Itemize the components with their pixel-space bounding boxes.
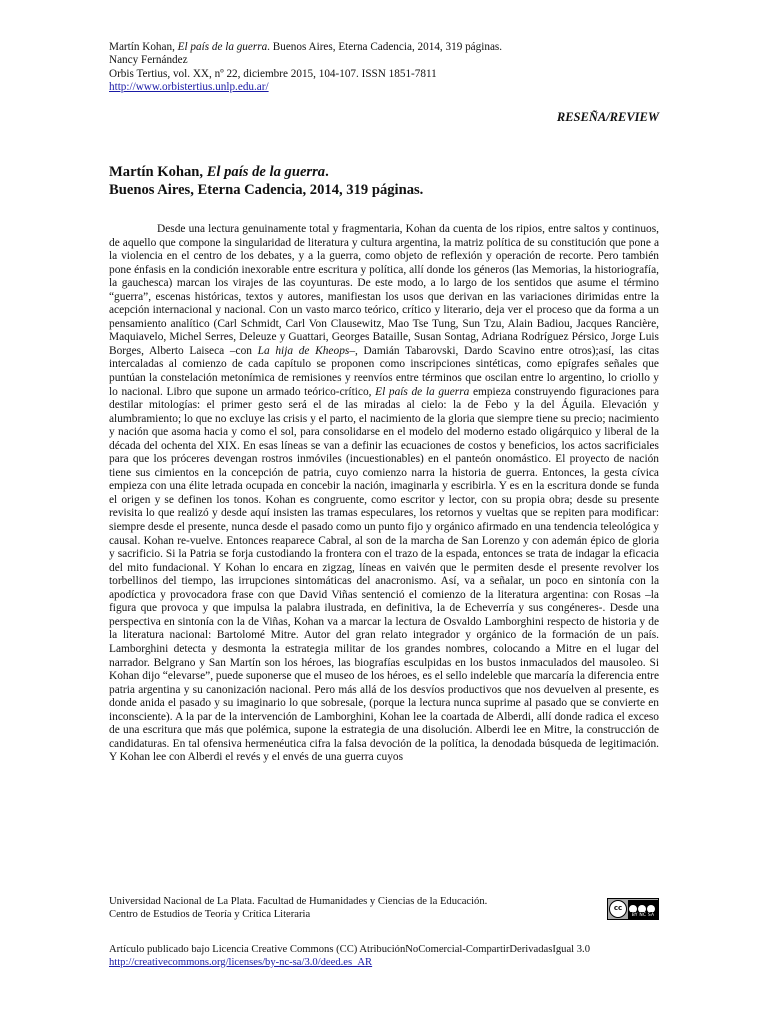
body-segment: Desde una lectura genuinamente total y fragmentaria, Kohan da cuenta de los ripios, entre saltos y continuos, de aquello que compone la singularidad de literatura y cultura argentina, la matriz política de su constitución que pone a la violencia en el centro de los debates, y a la guerra, como objeto de reflexión y operación de recorte. Pero también pone énfasis en la condición inexorable entre escritura y política, allí donde los géneros (las Memorias, la historiografía, la gauchesca) marcan los virajes de las coyunturas. De este modo, a lo largo de los sentidos que asume el término “guerra”, escenas históricas, textos y autores, manifiestan los usos que derivan en las variaciones dirimidas entre la acepción internacional y nacional. Con un vasto marco teórico, crítico y literario, deja ver el proceso que da forma a un pensamiento analítico (Carl Schmidt, Carl Von Clausewitz, Mao Tse Tung, Sun Tzu, Alain Badiou, Jacques Rancière, Maquiavelo, Michel Serres, Deleuze y Guattari, Georges Bataille, Susan Sontag, Adriana Rodríguez Pérsico, Jorge Luis Borges, Alberto Laiseca –con bbox=[109, 223, 659, 357]
title-publication: Buenos Aires, Eterna Cadencia, 2014, 319 páginas. bbox=[109, 182, 424, 198]
title-period: . bbox=[325, 164, 329, 180]
creative-commons-badge[interactable] bbox=[607, 898, 659, 920]
citation-author: Martín Kohan, bbox=[109, 41, 178, 53]
body-italic-title: El país de la guerra bbox=[375, 385, 470, 398]
body-segment: empieza construyendo figuraciones para destilar mitologías: el primer gesto será el de las miradas al cielo: la de Febo y la del Águila. Elevación y alumbramiento; lo que no excluye las crisis y el parto, el nacimiento de la gloria que siempre tiene su precio; nacimiento y nación que asoma hacia y como el sol, para consolidarse en el modelo del moderno estado oligárquico y liberal de la década del ochenta del XIX. En esas líneas se van a definir las ecuaciones de costos y beneficios, los actos sacrificiales para que los próceres devengan rostros inmóviles (incuestionables) en el panteón onomástico. El proyecto de nación tiene sus cimientos en la concepción de patria, cuyo comienzo narra la historia de guerra. Entonces, la gesta cívica empieza con una élite letrada ocupada en concebir la nación, imaginarla y escribirla. Y es en la escritura donde se funda el origen y se definen los tonos. Kohan es congruente, como escritor y lector, con su propia obra; desde su presente revisita lo que realizó y desde aquí insisten las tramas especulares, los retornos y vueltas que se repiten para modificar: siempre desde el presente, nunca desde el pasado como un punto fijo y orgánico afirmado en una tendencia teleológica y causal. Kohan re-vuelve. Entonces reaparece Cabral, al son de la marcha de San Lorenzo y con ademán épico de gloria y sacrificio. Si la Patria se forja custodiando la frontera con el trazo de la espada, entonces se trata de indagar la eficacia del mito fundacional. Y Kohan lo encara en zigzag, líneas en vaivén que le permiten desde el presente revolver los torbellinos del tiempo, las irrupciones sintomáticas del anacronismo. Así, va a señalar, un poco en sintonía con la apodíctica y provocadora frase con que David Viñas sentenció el comienzo de la literatura argentina: con Rosas –la figura que provoca y que impulsa la palabra ilustrada, en definitiva, la de Echeverría y sus congéneres-. Desde una perspectiva en sintonía con la de Viñas, Kohan va a marcar la lectura de Osvaldo Lamborghini respecto de historia y de la literatura nacional: Bartolomé Mitre. Autor del gran relato integrador y orgánico de la formación de un país. Lamborghini detecta y desmonta la estrategia militar de los grandes nombres, colocando a Mitre en el lugar del narrador. Belgrano y San Martín son los héroes, las biografías esculpidas en los bustos inmaculados del mausoleo. Si Kohan dijo “elevarse”, puede suponerse que el museo de los héroes, es el sello indeleble que marcaría la diferencia entre patria argentina y su canonización nacional. Pero más allá de los desvíos productivos que nos devuelven al presente, es donde anida el pasado y su imaginario lo que sobresale, (porque la lectura nunca suprime al pasado que se convierte en inconsciente). A la par de la intervención de Lamborghini, Kohan lee la coartada de Alberdi, allí donde radica el exceso de una escritura que más que polémica, supone la estrategia de una disolución. Alberdi lee en Mitre, la construcción de candidaturas. En tal ofensiva hermenéutica cifra la falsa devoción de la política, la denodada búsqueda de legitimación. Y Kohan lee con Alberdi el revés y el envés de una guerra cuyos bbox=[109, 385, 659, 764]
institution-line: Universidad Nacional de La Plata. Facultad de Humanidades y Ciencias de la Educación. bbox=[109, 896, 488, 907]
title-author: Martín Kohan, bbox=[109, 164, 207, 180]
citation-book-title: El país de la guerra bbox=[177, 41, 268, 53]
cc-badge-label: BY NC SA bbox=[628, 912, 658, 919]
body-italic-title: La hija de Kheops bbox=[257, 344, 350, 357]
section-label: RESEÑA/REVIEW bbox=[556, 110, 659, 124]
citation-publication: . Buenos Aires, Eterna Cadencia, 2014, 319 páginas. bbox=[267, 41, 503, 53]
journal-reference: Orbis Tertius, vol. XX, nº 22, diciembre 2015, 104-107. ISSN 1851-7811 bbox=[109, 67, 437, 80]
review-body bbox=[109, 223, 659, 765]
license-text: Artículo publicado bajo Licencia Creative Commons (CC) AtribuciónNoComercial-CompartirDerivadasIgual 3.0 bbox=[109, 944, 591, 956]
reviewer-name: Nancy Fernández bbox=[109, 54, 188, 67]
body-segment: –, Damián Tabarovski, Dardo Scavino entre otros);así, las citas intercaladas al comienzo de cada capítulo se proponen como inscripciones sintéticas, como epígrafes señales que puntúan la constelación metonímica de remisiones y reenvíos entre términos que oscilan entre lo argentino, lo criollo y lo nacional. Libro que supone un armado teórico-crítico, bbox=[109, 344, 660, 398]
citation-line bbox=[109, 41, 502, 54]
title-book: El país de la guerra bbox=[206, 164, 326, 180]
license-url-link[interactable]: http://creativecommons.org/licenses/by-nc-sa/3.0/deed.es_AR bbox=[109, 956, 373, 968]
title-line bbox=[109, 163, 423, 181]
journal-url-link[interactable]: http://www.orbistertius.unlp.edu.ar/ bbox=[109, 81, 269, 94]
centre-line: Centro de Estudios de Teoría y Crítica Literaria bbox=[109, 908, 311, 920]
review-title bbox=[109, 163, 423, 199]
citation-header bbox=[109, 41, 502, 95]
page-footer bbox=[109, 896, 659, 969]
body-paragraph bbox=[109, 223, 659, 765]
cc-logo-icon: cc bbox=[609, 900, 627, 918]
cc-license-icons bbox=[628, 900, 658, 912]
